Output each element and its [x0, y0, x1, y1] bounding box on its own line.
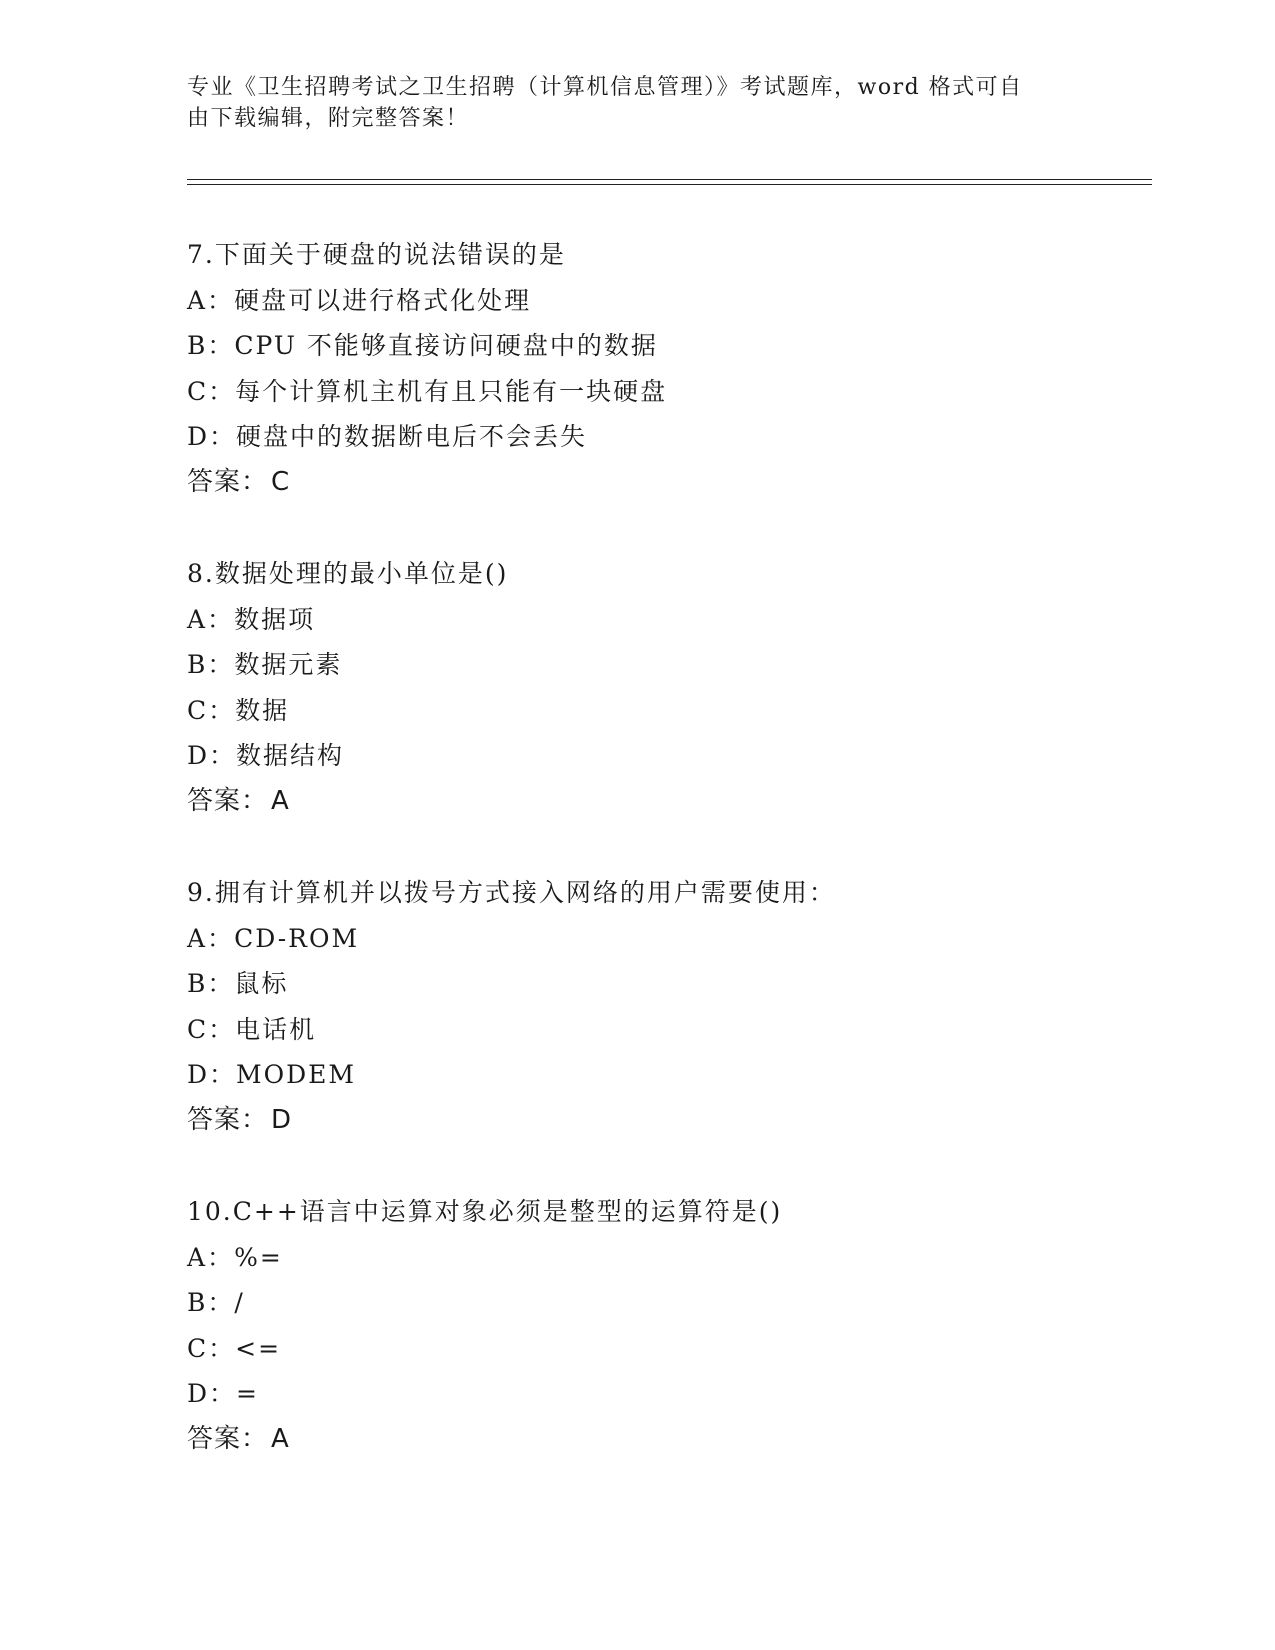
- option-text: /: [234, 1288, 245, 1318]
- header-line-2: 由下载编辑，附完整答案！: [187, 106, 470, 131]
- answer: [187, 1098, 1127, 1144]
- option-a: [187, 1235, 1127, 1281]
- question-7: [187, 232, 1127, 506]
- option-text: CD-ROM: [234, 923, 360, 953]
- option-d: [187, 1371, 1127, 1417]
- option-text: 数据项: [234, 604, 316, 634]
- header-line-1: 专业《卫生招聘考试之卫生招聘（计算机信息管理）》考试题库，word 格式可自: [187, 75, 1023, 100]
- option-b: [187, 961, 1127, 1007]
- question-stem: 8.数据处理的最小单位是(): [187, 559, 509, 588]
- option-letter: A：: [187, 604, 235, 634]
- option-letter: C：: [187, 695, 236, 725]
- answer-label: 答案：: [187, 466, 269, 497]
- answer-label: 答案：: [187, 785, 269, 816]
- answer: [187, 460, 1127, 506]
- answer-value: A: [271, 1423, 290, 1454]
- question-9: [187, 870, 1127, 1144]
- option-letter: D：: [187, 1379, 237, 1409]
- option-b: [187, 1280, 1127, 1326]
- option-letter: D：: [187, 1060, 237, 1090]
- option-text: 每个计算机主机有且只能有一块硬盘: [235, 376, 668, 406]
- option-c: [187, 688, 1127, 734]
- answer: [187, 779, 1127, 825]
- option-text: 硬盘可以进行格式化处理: [234, 285, 532, 315]
- option-c: [187, 1326, 1127, 1372]
- option-text: 硬盘中的数据断电后不会丢失: [236, 422, 588, 452]
- option-a: [187, 916, 1127, 962]
- option-letter: B：: [187, 331, 235, 361]
- option-d: [187, 733, 1127, 779]
- option-c: [187, 369, 1127, 415]
- option-text: 鼠标: [234, 969, 289, 999]
- option-text: 数据: [235, 695, 290, 725]
- question-8: [187, 551, 1127, 825]
- option-text: <=: [235, 1333, 282, 1363]
- option-text: 数据元素: [234, 650, 343, 680]
- option-d: [187, 1052, 1127, 1098]
- header-divider-bottom: [187, 184, 1152, 185]
- question-10: [187, 1189, 1127, 1463]
- option-letter: C：: [187, 1333, 236, 1363]
- option-letter: A：: [187, 285, 235, 315]
- answer-label: 答案：: [187, 1423, 269, 1454]
- option-text: %=: [234, 1242, 283, 1272]
- option-b: [187, 323, 1127, 369]
- option-letter: B：: [187, 650, 235, 680]
- option-d: [187, 414, 1127, 460]
- question-stem: 10.C++语言中运算对象必须是整型的运算符是(): [187, 1197, 783, 1226]
- question-stem: 7.下面关于硬盘的说法错误的是: [187, 240, 566, 269]
- header-divider-top: [187, 179, 1152, 180]
- option-b: [187, 642, 1127, 688]
- option-a: [187, 278, 1127, 324]
- option-text: =: [236, 1379, 259, 1409]
- option-c: [187, 1007, 1127, 1053]
- document-header: [187, 72, 1067, 134]
- option-text: 数据结构: [236, 741, 345, 771]
- option-letter: B：: [187, 969, 235, 999]
- option-letter: B：: [187, 1288, 235, 1318]
- option-text: CPU 不能够直接访问硬盘中的数据: [234, 331, 658, 361]
- option-letter: C：: [187, 1014, 236, 1044]
- option-letter: A：: [187, 923, 235, 953]
- option-letter: D：: [187, 422, 237, 452]
- option-letter: C：: [187, 376, 236, 406]
- answer-label: 答案：: [187, 1104, 269, 1135]
- answer-value: A: [271, 785, 290, 816]
- answer-value: D: [271, 1104, 293, 1135]
- option-text: MODEM: [236, 1060, 357, 1090]
- option-text: 电话机: [235, 1014, 317, 1044]
- option-letter: D：: [187, 741, 237, 771]
- option-a: [187, 597, 1127, 643]
- option-letter: A：: [187, 1242, 235, 1272]
- answer-value: C: [271, 466, 291, 497]
- question-stem: 9.拥有计算机并以拨号方式接入网络的用户需要使用：: [187, 878, 836, 907]
- answer: [187, 1417, 1127, 1463]
